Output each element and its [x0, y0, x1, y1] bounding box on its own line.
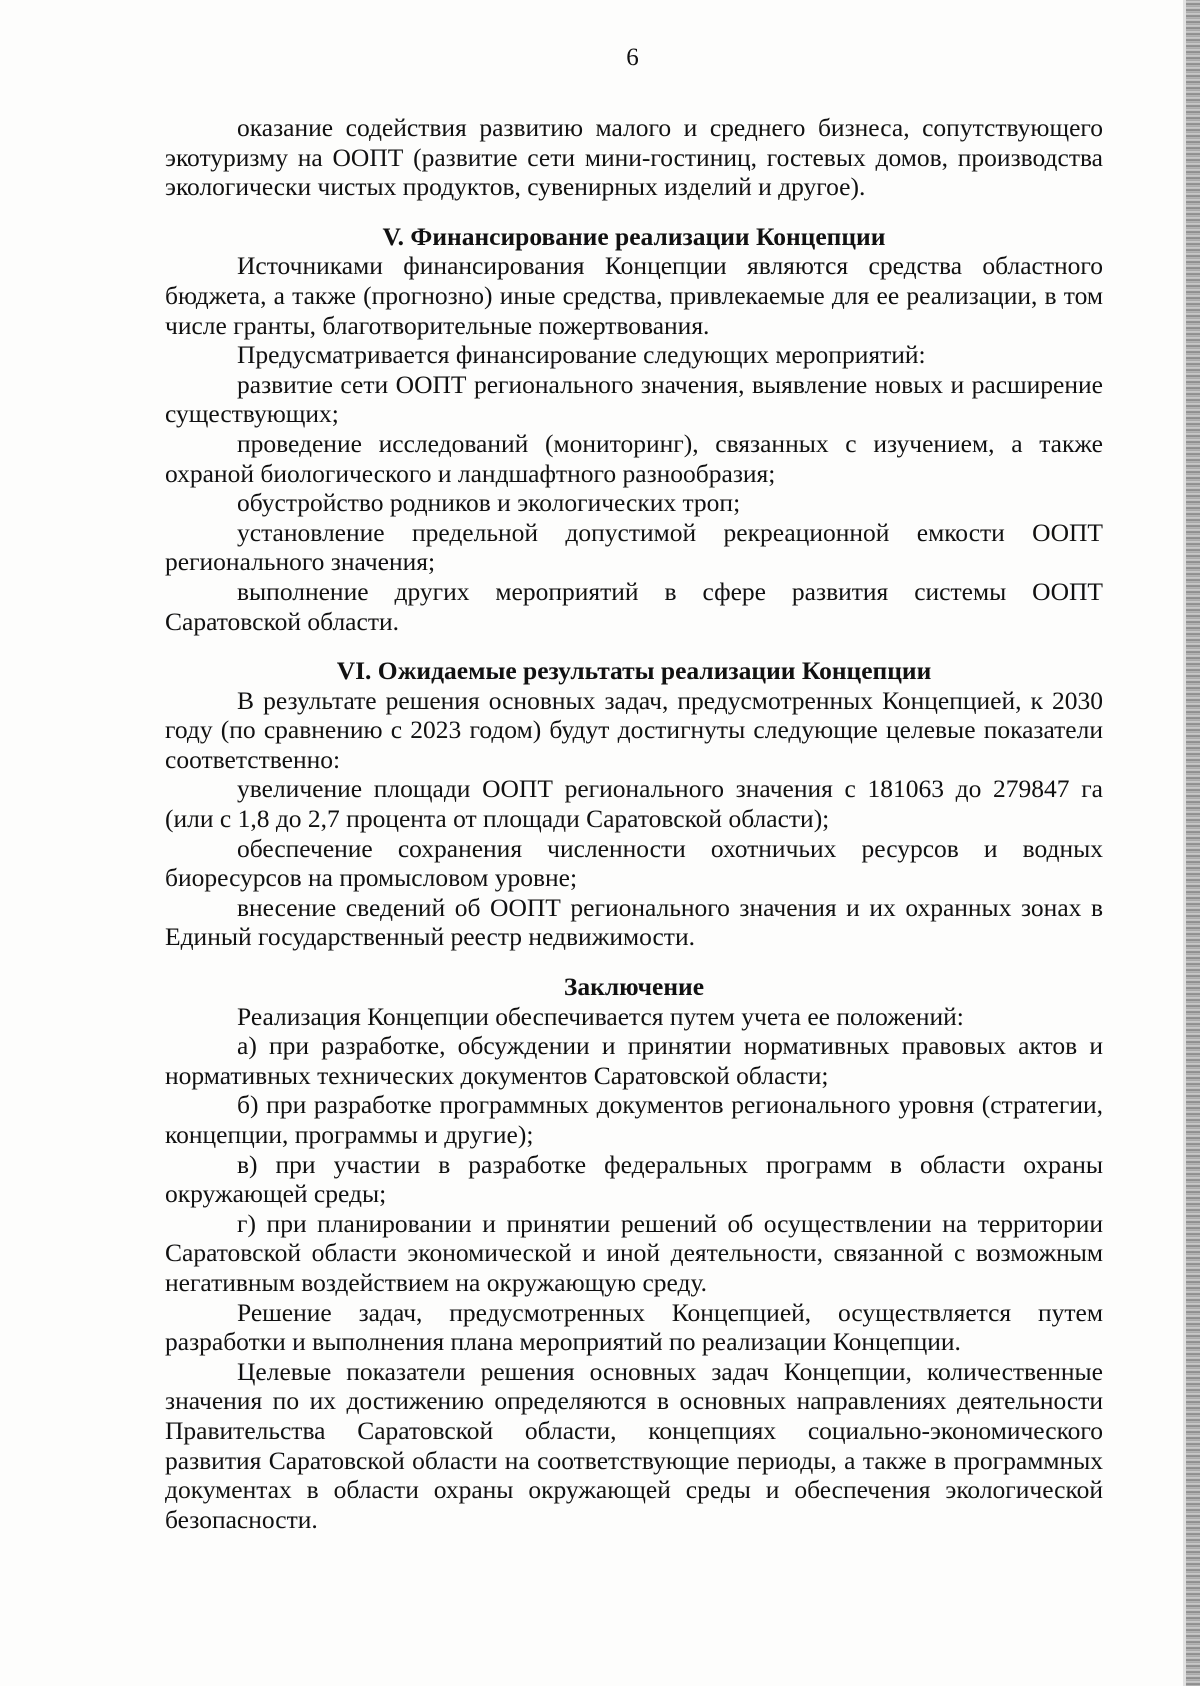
- paragraph: Реализация Концепции обеспечивается путем учета ее положений:: [237, 1001, 964, 1031]
- conclusion-heading: Заключение: [563, 972, 705, 1002]
- list-item: увеличение площади ООПТ регионального значения с 181063 до 279847 га (или с 1,8 до 2,7 процента от площади Саратовской области);: [165, 774, 1103, 834]
- list-item: выполнение других мероприятий в сфере развития системы ООПТ Саратовской области.: [165, 576, 1103, 636]
- intro-paragraph: оказание содействия развитию малого и среднего бизнеса, сопутствующего экотуризму на ООПТ (развитие сети мини-гостиниц, гостевых домов, производства экологически чистых продуктов, сувенирных изделий и другое).: [165, 113, 1103, 202]
- page-number: 6: [626, 44, 639, 71]
- list-item: установление предельной допустимой рекреационной емкости ООПТ регионального значения;: [165, 517, 1103, 577]
- list-item: проведение исследований (мониторинг), связанных с изучением, а также охраной биологического и ландшафтного разнообразия;: [165, 428, 1103, 488]
- list-item: развитие сети ООПТ регионального значения, выявление новых и расширение существующих;: [165, 369, 1103, 429]
- list-item: внесение сведений об ООПТ регионального значения и их охранных зонах в Единый государственный реестр недвижимости.: [165, 892, 1103, 952]
- paragraph: Целевые показатели решения основных задач Концепции, количественные значения по их достижению определяются в основных направлениях деятельности Правительства Саратовской области, концепциях социально-экономического развития Саратовской области на соответствующие периоды, а также в программных документах в области охраны окружающей среды и обеспечения экологической безопасности.: [165, 1356, 1103, 1534]
- list-item: б) при разработке программных документов регионального уровня (стратегии, концепции, программы и другие);: [165, 1090, 1103, 1149]
- section-6-heading: VI. Ожидаемые результаты реализации Концепции: [336, 656, 932, 686]
- paragraph: Предусматривается финансирование следующих мероприятий:: [237, 340, 926, 370]
- list-item: обустройство родников и экологических троп;: [237, 488, 741, 518]
- list-item: обеспечение сохранения численности охотничьих ресурсов и водных биоресурсов на промысловом уровне;: [165, 833, 1103, 893]
- scan-edge: [1186, 0, 1200, 1686]
- list-item: г) при планировании и принятии решений об осуществлении на территории Саратовской области экономической и иной деятельности, связанной с возможным негативным воздействием на окружающую среду.: [165, 1208, 1103, 1297]
- paragraph: Решение задач, предусмотренных Концепцией, осуществляется путем разработки и выполнения плана мероприятий по реализации Концепции.: [165, 1297, 1103, 1357]
- section-5-heading: V. Финансирование реализации Концепции: [382, 221, 886, 251]
- paragraph: Источниками финансирования Концепции являются средства областного бюджета, а также (прогнозно) иные средства, привлекаемые для ее реализации, в том числе гранты, благотворительные пожертвования.: [165, 251, 1103, 340]
- list-item: в) при участии в разработке федеральных программ в области охраны окружающей среды;: [165, 1149, 1103, 1209]
- document-body: [165, 113, 1103, 1534]
- list-item: а) при разработке, обсуждении и принятии нормативных правовых актов и нормативных технических документов Саратовской области;: [165, 1031, 1103, 1090]
- paragraph: В результате решения основных задач, предусмотренных Концепцией, к 2030 году (по сравнению с 2023 годом) будут достигнуты следующие целевые показатели соответственно:: [165, 685, 1103, 774]
